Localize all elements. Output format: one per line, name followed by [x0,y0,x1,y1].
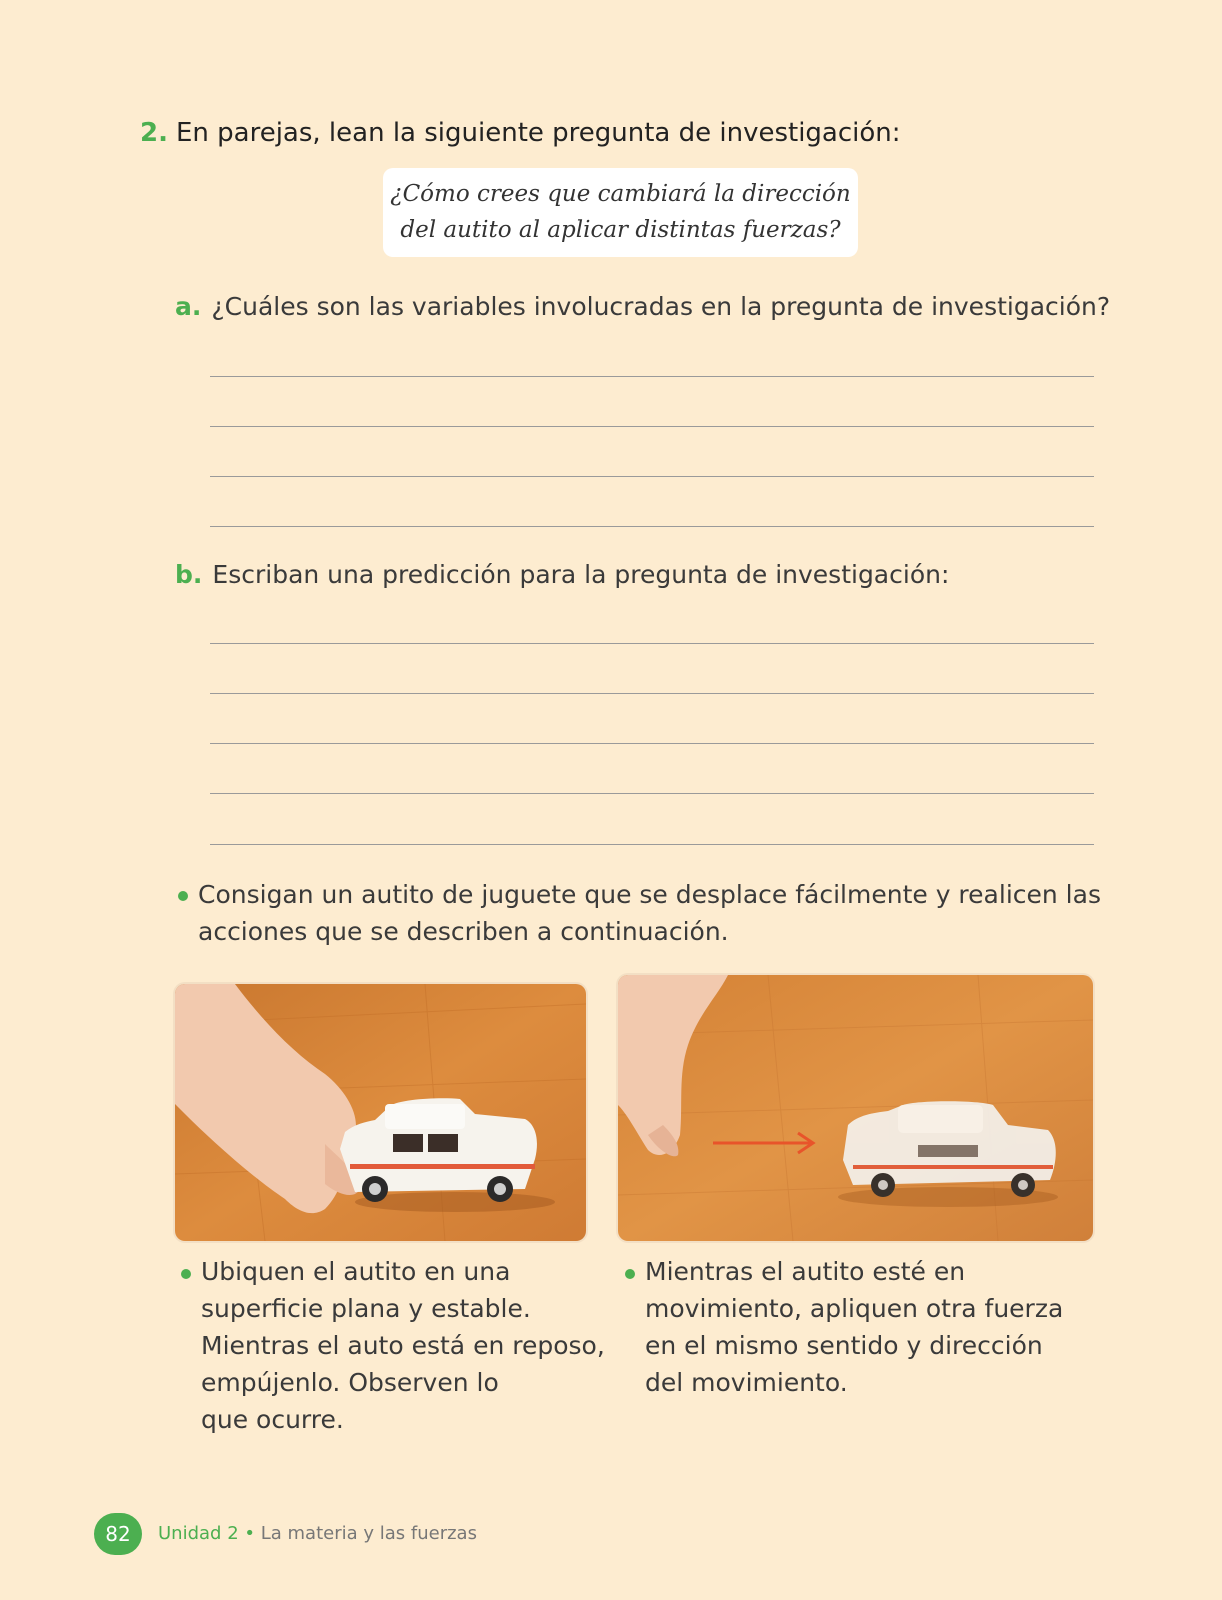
photo-car-in-motion [618,975,1093,1241]
page-number: 82 [94,1513,142,1555]
item-a-letter: a. [175,292,202,321]
step-2-line-1: Mientras el autito esté en [645,1257,966,1286]
step-1-line-3: Mientras el auto está en reposo, [201,1331,605,1360]
item-b-text: Escriban una predicción para la pregunta de investigación: [212,560,950,589]
step-1-text [201,1253,605,1438]
instruction-text [198,876,1101,950]
step-2-line-3: en el mismo sentido y dirección [645,1331,1043,1360]
instruction-line-2: acciones que se describen a continuación. [198,917,729,946]
answer-line-b5[interactable] [210,844,1094,845]
answer-line-a1[interactable] [210,376,1094,377]
answer-line-a3[interactable] [210,476,1094,477]
item-b-letter: b. [175,560,203,589]
research-question-line-2: del autito al aplicar distintas fuerzas? [400,217,841,243]
footer-separator: • [244,1523,255,1544]
step-2-line-2: movimiento, apliquen otra fuerza [645,1294,1064,1323]
answer-line-a2[interactable] [210,426,1094,427]
answer-line-b4[interactable] [210,793,1094,794]
bullet-icon [178,891,188,901]
answer-line-b3[interactable] [210,743,1094,744]
step-2-text [645,1253,1063,1401]
bullet-icon [625,1269,635,1279]
research-question-box [383,168,858,257]
step-1-line-1: Ubiquen el autito en una [201,1257,511,1286]
step-1-line-5: que ocurre. [201,1405,344,1434]
item-b [175,560,949,589]
photo-hand-pushing-car [175,984,586,1241]
answer-line-b1[interactable] [210,643,1094,644]
answer-line-a4[interactable] [210,526,1094,527]
research-question-line-1: ¿Cómo crees que cambiará la dirección [390,181,851,207]
footer-unit: Unidad 2 [158,1523,239,1544]
step-1-line-2: superficie plana y estable. [201,1294,531,1323]
instruction-line-1: Consigan un autito de juguete que se desplace fácilmente y realicen las [198,880,1101,909]
footer-topic: La materia y las fuerzas [260,1523,477,1544]
item-a-text: ¿Cuáles son las variables involucradas en la pregunta de investigación? [211,292,1111,321]
question-2-heading [140,118,901,148]
footer-unit-title [158,1523,477,1544]
answer-line-b2[interactable] [210,693,1094,694]
bullet-icon [181,1269,191,1279]
step-1-line-4: empújenlo. Observen lo [201,1368,499,1397]
question-text: En parejas, lean la siguiente pregunta de investigación: [175,118,901,148]
step-2-line-4: del movimiento. [645,1368,848,1397]
question-number: 2. [140,118,168,148]
toy-car-moving-image [618,975,1093,1241]
item-a [175,292,1110,321]
toy-car-at-rest-image [175,984,586,1241]
